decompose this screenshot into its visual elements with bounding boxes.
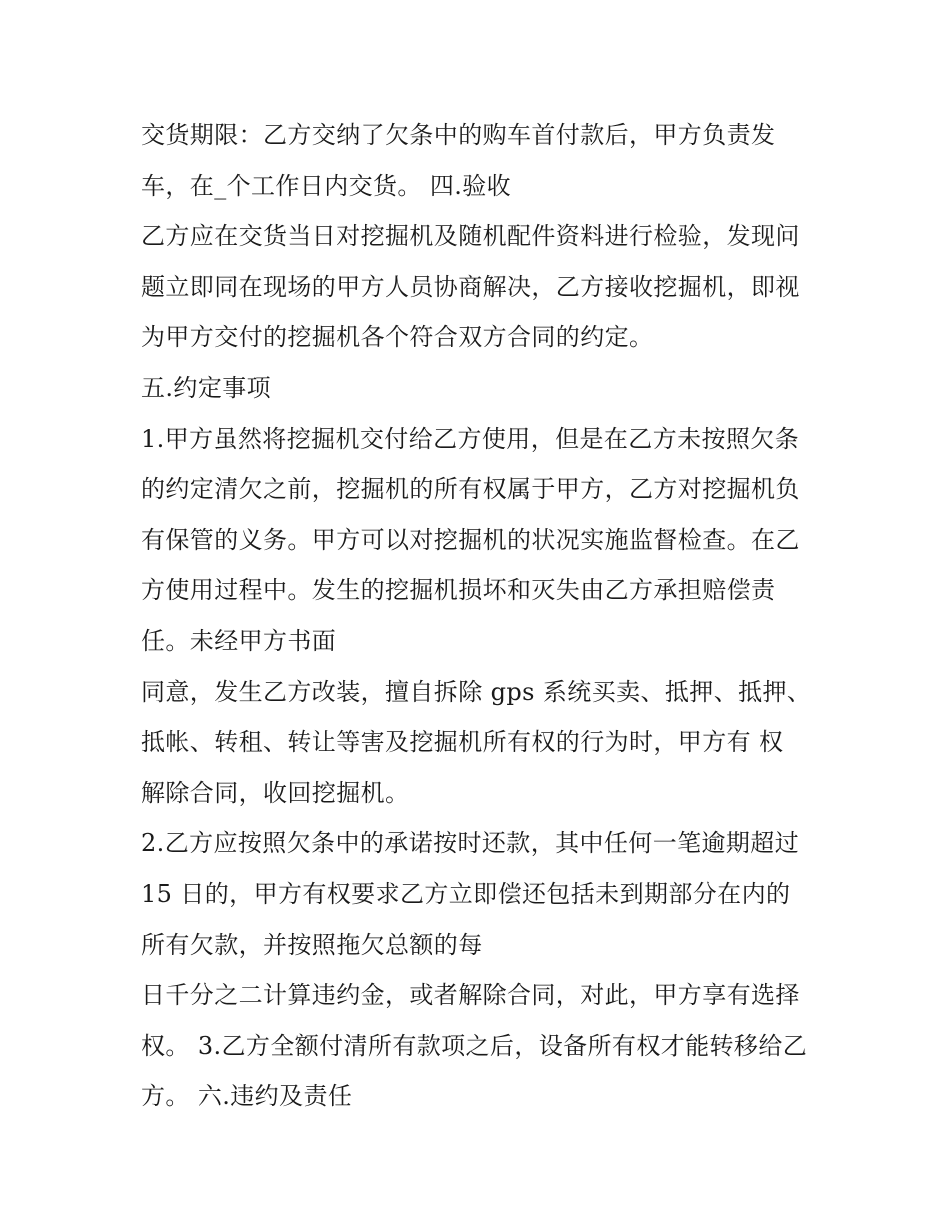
text-line: 15 日的，甲方有权要求乙方立即偿还包括未到期部分在内的: [141, 879, 791, 908]
text-line: 的约定清欠之前，挖掘机的所有权属于甲方，乙方对挖掘机负: [141, 475, 800, 504]
text-line: 方。 六.违约及责任: [141, 1082, 353, 1111]
text-line: 方使用过程中。发生的挖掘机损坏和灭失由乙方承担赔偿责: [141, 576, 776, 605]
text-line: 解除合同，收回挖掘机。: [141, 778, 410, 807]
text-line: 抵帐、转租、转让等害及挖掘机所有权的行为时，甲方有 权: [141, 728, 784, 757]
text-line: 交货期限：乙方交纳了欠条中的购车首付款后，甲方负责发: [141, 121, 776, 149]
text-line: 2.乙方应按照欠条中的承诺按时还款，其中任何一笔逾期超过: [141, 829, 800, 858]
contract-text: [141, 110, 821, 1122]
text-line: 为甲方交付的挖掘机各个符合双方合同的约定。: [141, 323, 654, 352]
text-line: 车，在_个工作日内交货。 四.验收: [141, 171, 512, 200]
section-heading: 五.约定事项: [141, 373, 272, 402]
text-line: 权。 3.乙方全额付清所有款项之后，设备所有权才能转移给乙: [141, 1031, 808, 1060]
text-line: 有保管的义务。甲方可以对挖掘机的状况实施监督检查。在乙: [141, 525, 800, 554]
text-line: 所有欠款，并按照拖欠总额的每: [141, 930, 483, 959]
text-line: 任。未经甲方书面: [141, 626, 337, 655]
text-line: 日千分之二计算违约金，或者解除合同，对此，甲方享有选择: [141, 981, 800, 1010]
text-line: 1.甲方虽然将挖掘机交付给乙方使用，但是在乙方未按照欠条: [141, 424, 800, 453]
text-line: 题立即同在现场的甲方人员协商解决，乙方接收挖掘机，即视: [141, 272, 800, 301]
text-line: 乙方应在交货当日对挖掘机及随机配件资料进行检验，发现问: [141, 222, 800, 251]
text-line: 同意，发生乙方改装，擅自拆除 gps 系统买卖、抵押、抵押、: [141, 677, 812, 706]
